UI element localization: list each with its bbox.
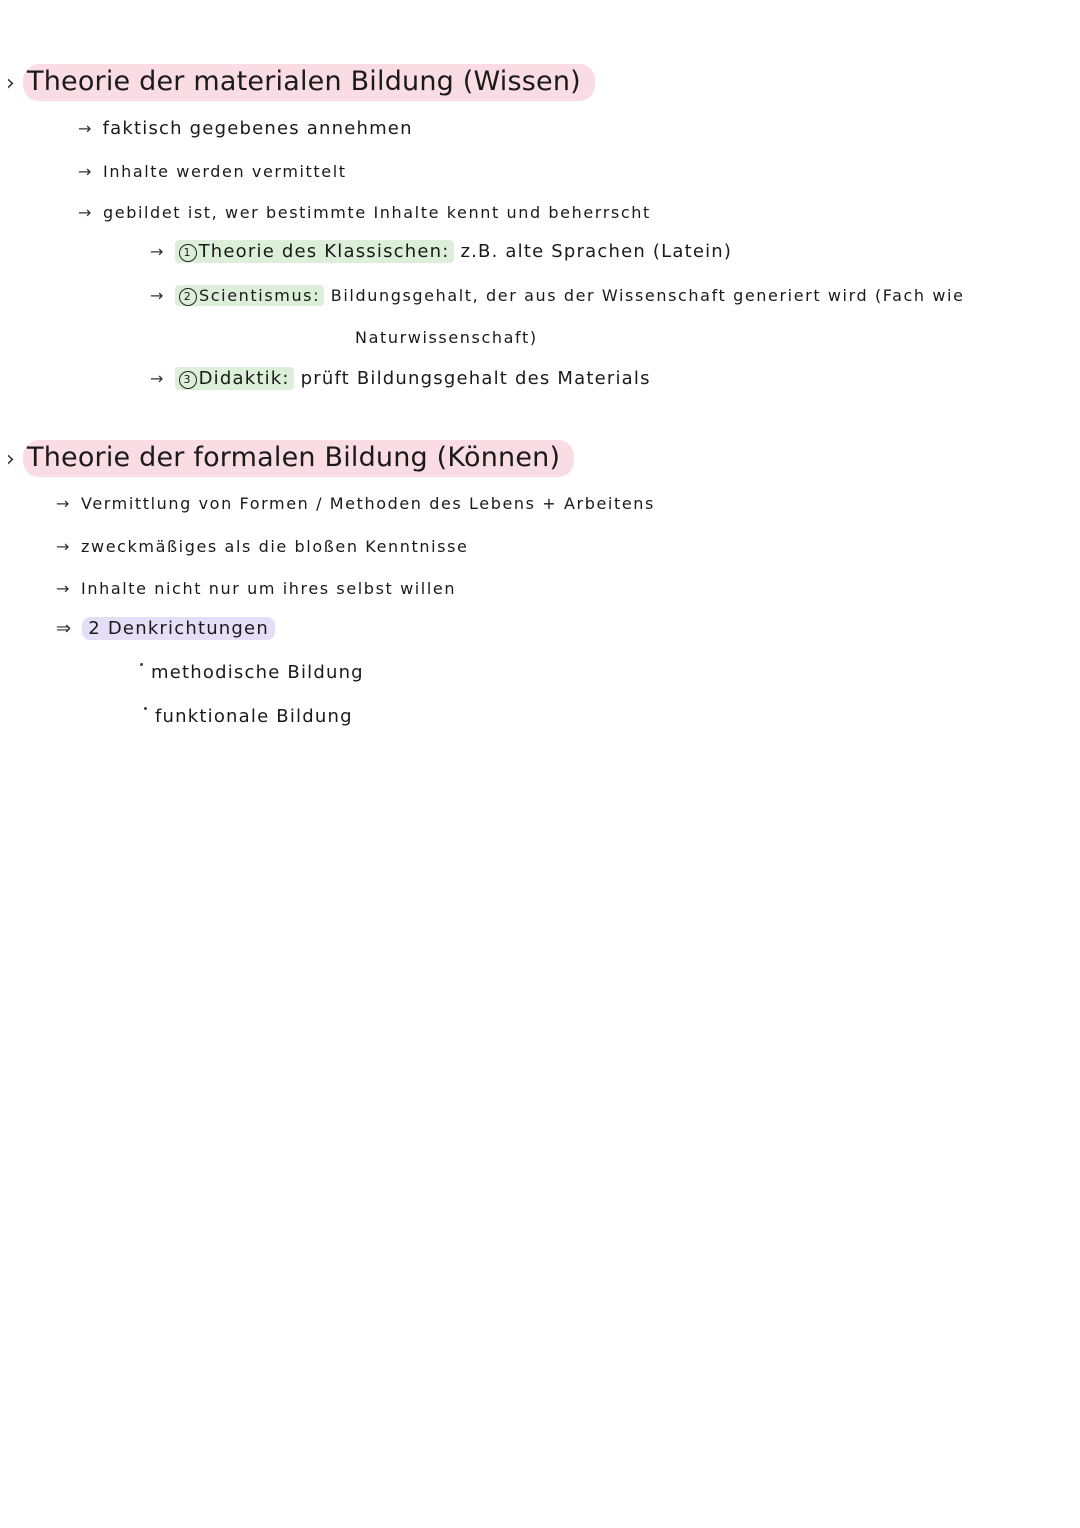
arrow-right-icon: → [78, 162, 94, 181]
sub-item-label: 1 Theorie des Klassischen: [175, 240, 454, 263]
sub-item-2-continuation: Naturwissenschaft) [355, 328, 538, 347]
sub-item-1: → 1 Theorie des Klassischen: z.B. alte Sprachen (Latein) [150, 241, 733, 262]
arrow-right-icon: → [56, 579, 72, 598]
sub-item-label: 2 Scientismus: [175, 285, 324, 306]
list-item: → Vermittlung von Formen / Methoden des Lebens + Arbeitens [56, 494, 655, 513]
arrow-right-icon: → [150, 242, 165, 261]
sub-item-label: 3 Didaktik: [175, 367, 294, 390]
chevron-right-icon: › [6, 447, 15, 472]
list-item: → zweckmäßiges als die bloßen Kenntnisse [56, 537, 469, 556]
sub-item-2: → 2 Scientismus: Bildungsgehalt, der aus der Wissenschaft generiert wird (Fach wie [150, 286, 965, 305]
list-item: → faktisch gegebenes annehmen [78, 118, 413, 139]
chevron-right-icon: › [6, 71, 15, 96]
arrow-right-icon: → [78, 119, 93, 138]
arrow-right-icon: → [150, 286, 166, 305]
bullet-dot-icon [144, 707, 147, 710]
list-item: funktionale Bildung [144, 707, 353, 726]
list-item: → gebildet ist, wer bestimmte Inhalte kennt und beherrscht [78, 203, 651, 222]
section-1-title: Theorie der materialen Bildung (Wissen) [23, 64, 595, 101]
list-item: methodische Bildung [140, 663, 364, 682]
list-item: → Inhalte nicht nur um ihres selbst willen [56, 579, 457, 598]
arrow-right-icon: → [150, 369, 165, 388]
section-2-title: Theorie der formalen Bildung (Können) [23, 440, 574, 477]
arrow-right-icon: → [56, 537, 72, 556]
arrow-right-icon: → [56, 494, 72, 513]
section-2-heading [6, 444, 574, 471]
bullet-dot-icon [140, 663, 143, 666]
section-1-heading [6, 68, 595, 95]
result-line [56, 620, 275, 638]
double-arrow-right-icon: ⇒ [56, 618, 73, 639]
sub-item-3: → 3 Didaktik: prüft Bildungsgehalt des Materials [150, 368, 651, 389]
arrow-right-icon: → [78, 203, 94, 222]
result-label: 2 Denkrichtungen [82, 617, 275, 640]
list-item: → Inhalte werden vermittelt [78, 162, 347, 181]
